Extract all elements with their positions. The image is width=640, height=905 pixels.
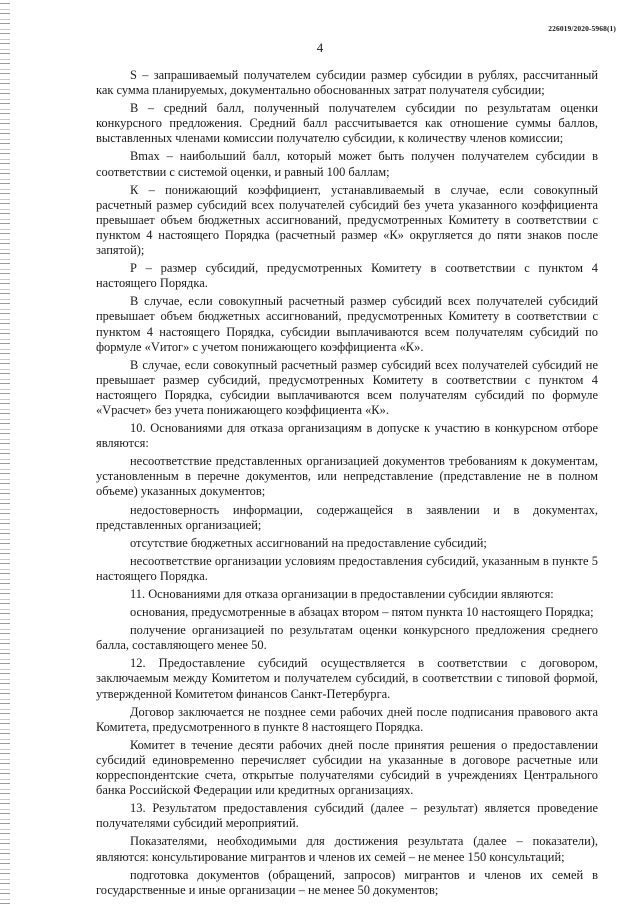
paragraph-item-12-transfer: Комитет в течение десяти рабочих дней после принятия решения о предоставлении субсидий единовременно перечисляет субсидии на указанные в договоре расчетные или корреспондентские счета, открытые получателями субсидий в учреждениях Центрального банка Российской Федерации или кредитных организациях. xyxy=(96,737,598,798)
paragraph-item-10: 10. Основаниями для отказа организациям в допуске к участию в конкурсном отборе являются: xyxy=(96,421,598,451)
paragraph-item-12: 12. Предоставление субсидий осуществляется в соответствии с договором, заключаемым между Комитетом и получателем субсидий, в соответствии с типовой формой, утвержденной Комитетом финансов Санкт-Петербурга. xyxy=(96,656,598,701)
paragraph-case-not-exceeds: В случае, если совокупный расчетный размер субсидий всех получателей субсидий не превышает размер субсидий, предусмотренных Комитету в соответствии с пунктом 4 настоящего Порядка, субсидии выплачиваются всем получателям субсидий по формуле «Vрасчет» без учета понижающего коэффициента «К». xyxy=(96,357,598,417)
scan-margin-artifact xyxy=(0,0,10,905)
paragraph-bmax-definition: Bmax – наибольший балл, который может быть получен получателем субсидии в соответствии с системой оценки, и равный 100 баллам; xyxy=(96,149,598,179)
document-body xyxy=(96,68,598,898)
paragraph-s-definition: S – запрашиваемый получателем субсидии размер субсидии в рублях, рассчитанный как сумма планируемых, документально обоснованных затрат получателя субсидии; xyxy=(96,68,598,98)
paragraph-item-13: 13. Результатом предоставления субсидий (далее – результат) является проведение получателями субсидий мероприятий. xyxy=(96,801,598,831)
page-number: 4 xyxy=(316,40,324,55)
paragraph-item-11: 11. Основаниями для отказа организации в предоставлении субсидии являются: xyxy=(130,587,554,601)
paragraph-item-11-1: основания, предусмотренные в абзацах втором – пятом пункта 10 настоящего Порядка; xyxy=(130,605,594,620)
paragraph-item-10-4: несоответствие организации условиям предоставления субсидий, указанным в пункте 5 настоящего Порядка. xyxy=(96,553,598,583)
paragraph-p-definition: Р – размер субсидий, предусмотренных Комитету в соответствии с пунктом 4 настоящего Порядка. xyxy=(96,261,598,291)
paragraph-item-10-1: несоответствие представленных организацией документов требованиям к документам, установленным в перечне документов, или непредставление (представление не в полном объеме) указанных документов; xyxy=(96,454,598,499)
paragraph-b-definition: В – средний балл, полученный получателем субсидии по результатам оценки конкурсного предложения. Средний балл рассчитывается как отношение суммы баллов, выставленных членами комиссии получателю субсидии, к количеству членов комиссии; xyxy=(96,101,598,146)
paragraph-k-definition: К – понижающий коэффициент, устанавливаемый в случае, если совокупный расчетный размер субсидий всех получателей субсидий без учета указанного коэффициента превышает объем бюджетных ассигнований, предусмотренных Комитету в соответствии с пунктом 4 настоящего Порядка (расчетный размер «К» округляется до пяти знаков после запятой); xyxy=(96,182,598,258)
paragraph-case-exceeds: В случае, если совокупный расчетный размер субсидий всех получателей субсидий превышает объем бюджетных ассигнований, предусмотренных Комитету в соответствии с пунктом 4 настоящего Порядка, субсидии выплачиваются всем получателям субсидий по формуле «Vитог» с учетом понижающего коэффициента «К». xyxy=(96,294,598,354)
paragraph-item-10-2: недостоверность информации, содержащейся в заявлении и в документах, представленных организацией; xyxy=(96,502,598,532)
paragraph-item-13-indicators: Показателями, необходимыми для достижения результата (далее – показатели), являются: консультирование мигрантов и членов их семей – не менее 150 консультаций; xyxy=(96,834,598,864)
document-registration-number: 226019/2020-5968(1) xyxy=(548,24,616,33)
paragraph-item-10-3: отсутствие бюджетных ассигнований на предоставление субсидий; xyxy=(130,535,487,550)
paragraph-item-11-2: получение организацией по результатам оценки конкурсного предложения среднего балла, составляющего менее 50. xyxy=(96,623,598,653)
paragraph-item-13-documents: подготовка документов (обращений, запросов) мигрантов и членов их семей в государственные и иные организации – не менее 50 документов; xyxy=(96,867,598,897)
paragraph-item-12-contract: Договор заключается не позднее семи рабочих дней после подписания правового акта Комитета, предусмотренного в пункте 8 настоящего Порядка. xyxy=(96,704,598,734)
